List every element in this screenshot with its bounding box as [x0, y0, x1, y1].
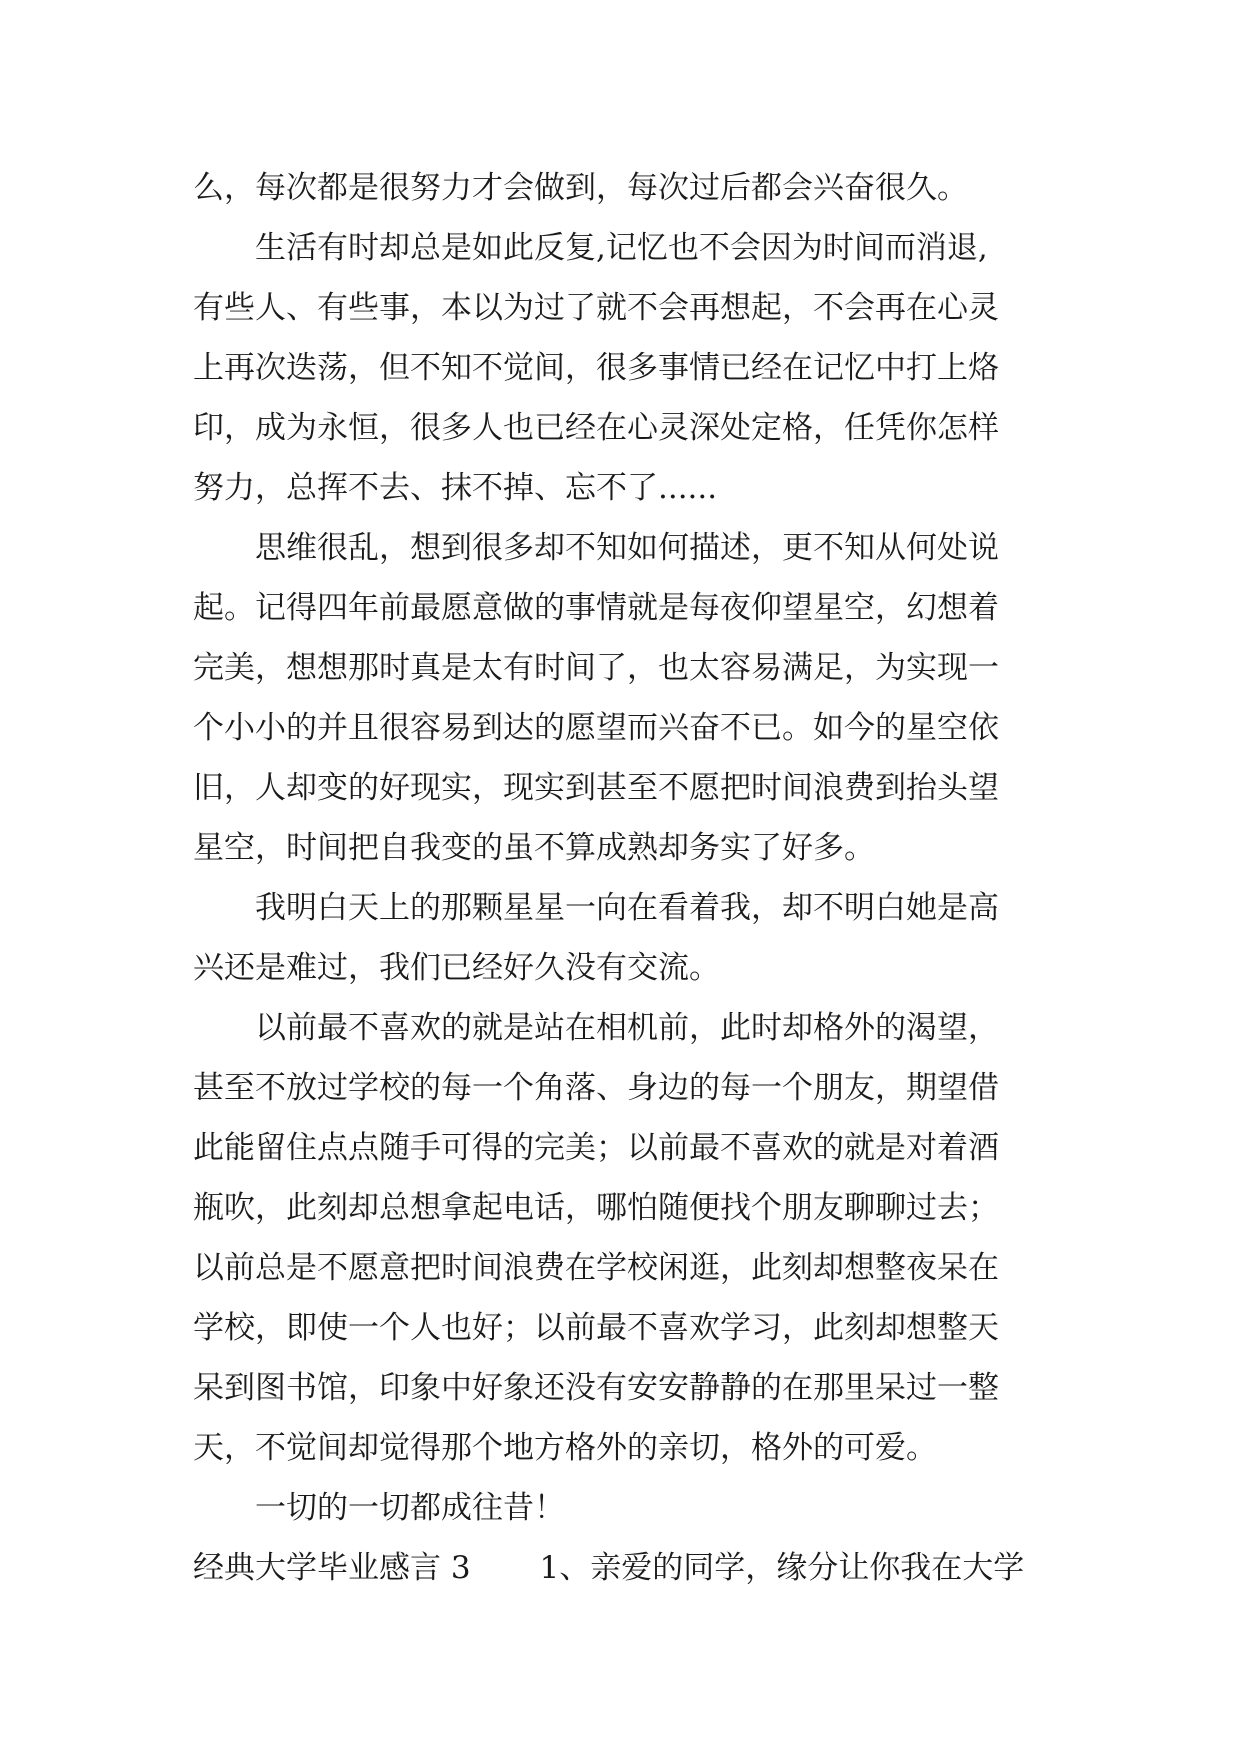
text-line: 个小小的并且很容易到达的愿望而兴奋不已。如今的星空依 [193, 710, 999, 746]
section-heading-line: 经典大学毕业感言 3 1、亲爱的同学，缘分让你我在大学 [193, 1550, 1025, 1586]
text-line: 瓶吹，此刻却总想拿起电话，哪怕随便找个朋友聊聊过去； [193, 1190, 999, 1226]
text-line: 学校，即使一个人也好；以前最不喜欢学习，此刻却想整天 [193, 1310, 999, 1346]
text-line: 以前最不喜欢的就是站在相机前，此时却格外的渴望， [255, 1010, 999, 1046]
text-line: 起。记得四年前最愿意做的事情就是每夜仰望星空，幻想着 [193, 590, 999, 626]
document-body [193, 158, 1093, 1598]
text-line: 甚至不放过学校的每一个角落、身边的每一个朋友，期望借 [193, 1070, 999, 1106]
text-line: 旧，人却变的好现实，现实到甚至不愿把时间浪费到抬头望 [193, 770, 999, 806]
text-line: 努力，总挥不去、抹不掉、忘不了...... [193, 470, 718, 506]
text-line: 兴还是难过，我们已经好久没有交流。 [193, 950, 720, 986]
text-line: 此能留住点点随手可得的完美；以前最不喜欢的就是对着酒 [193, 1130, 999, 1166]
text-line: 有些人、有些事，本以为过了就不会再想起，不会再在心灵 [193, 290, 999, 326]
text-line: 么，每次都是很努力才会做到，每次过后都会兴奋很久。 [193, 170, 968, 206]
text-line: 思维很乱，想到很多却不知如何描述，更不知从何处说 [255, 530, 999, 566]
text-line: 以前总是不愿意把时间浪费在学校闲逛，此刻却想整夜呆在 [193, 1250, 999, 1286]
text-line: 一切的一切都成往昔！ [255, 1490, 565, 1526]
text-line: 天，不觉间却觉得那个地方格外的亲切，格外的可爱。 [193, 1430, 937, 1466]
text-line: 生活有时却总是如此反复,记忆也不会因为时间而消退, [255, 230, 988, 266]
text-line: 印，成为永恒，很多人也已经在心灵深处定格，任凭你怎样 [193, 410, 999, 446]
text-line: 我明白天上的那颗星星一向在看着我，却不明白她是高 [255, 890, 999, 926]
text-line: 上再次迭荡，但不知不觉间，很多事情已经在记忆中打上烙 [193, 350, 999, 386]
text-line: 星空，时间把自我变的虽不算成熟却务实了好多。 [193, 830, 875, 866]
text-line: 完美，想想那时真是太有时间了，也太容易满足，为实现一 [193, 650, 999, 686]
text-line: 呆到图书馆，印象中好象还没有安安静静的在那里呆过一整 [193, 1370, 999, 1406]
